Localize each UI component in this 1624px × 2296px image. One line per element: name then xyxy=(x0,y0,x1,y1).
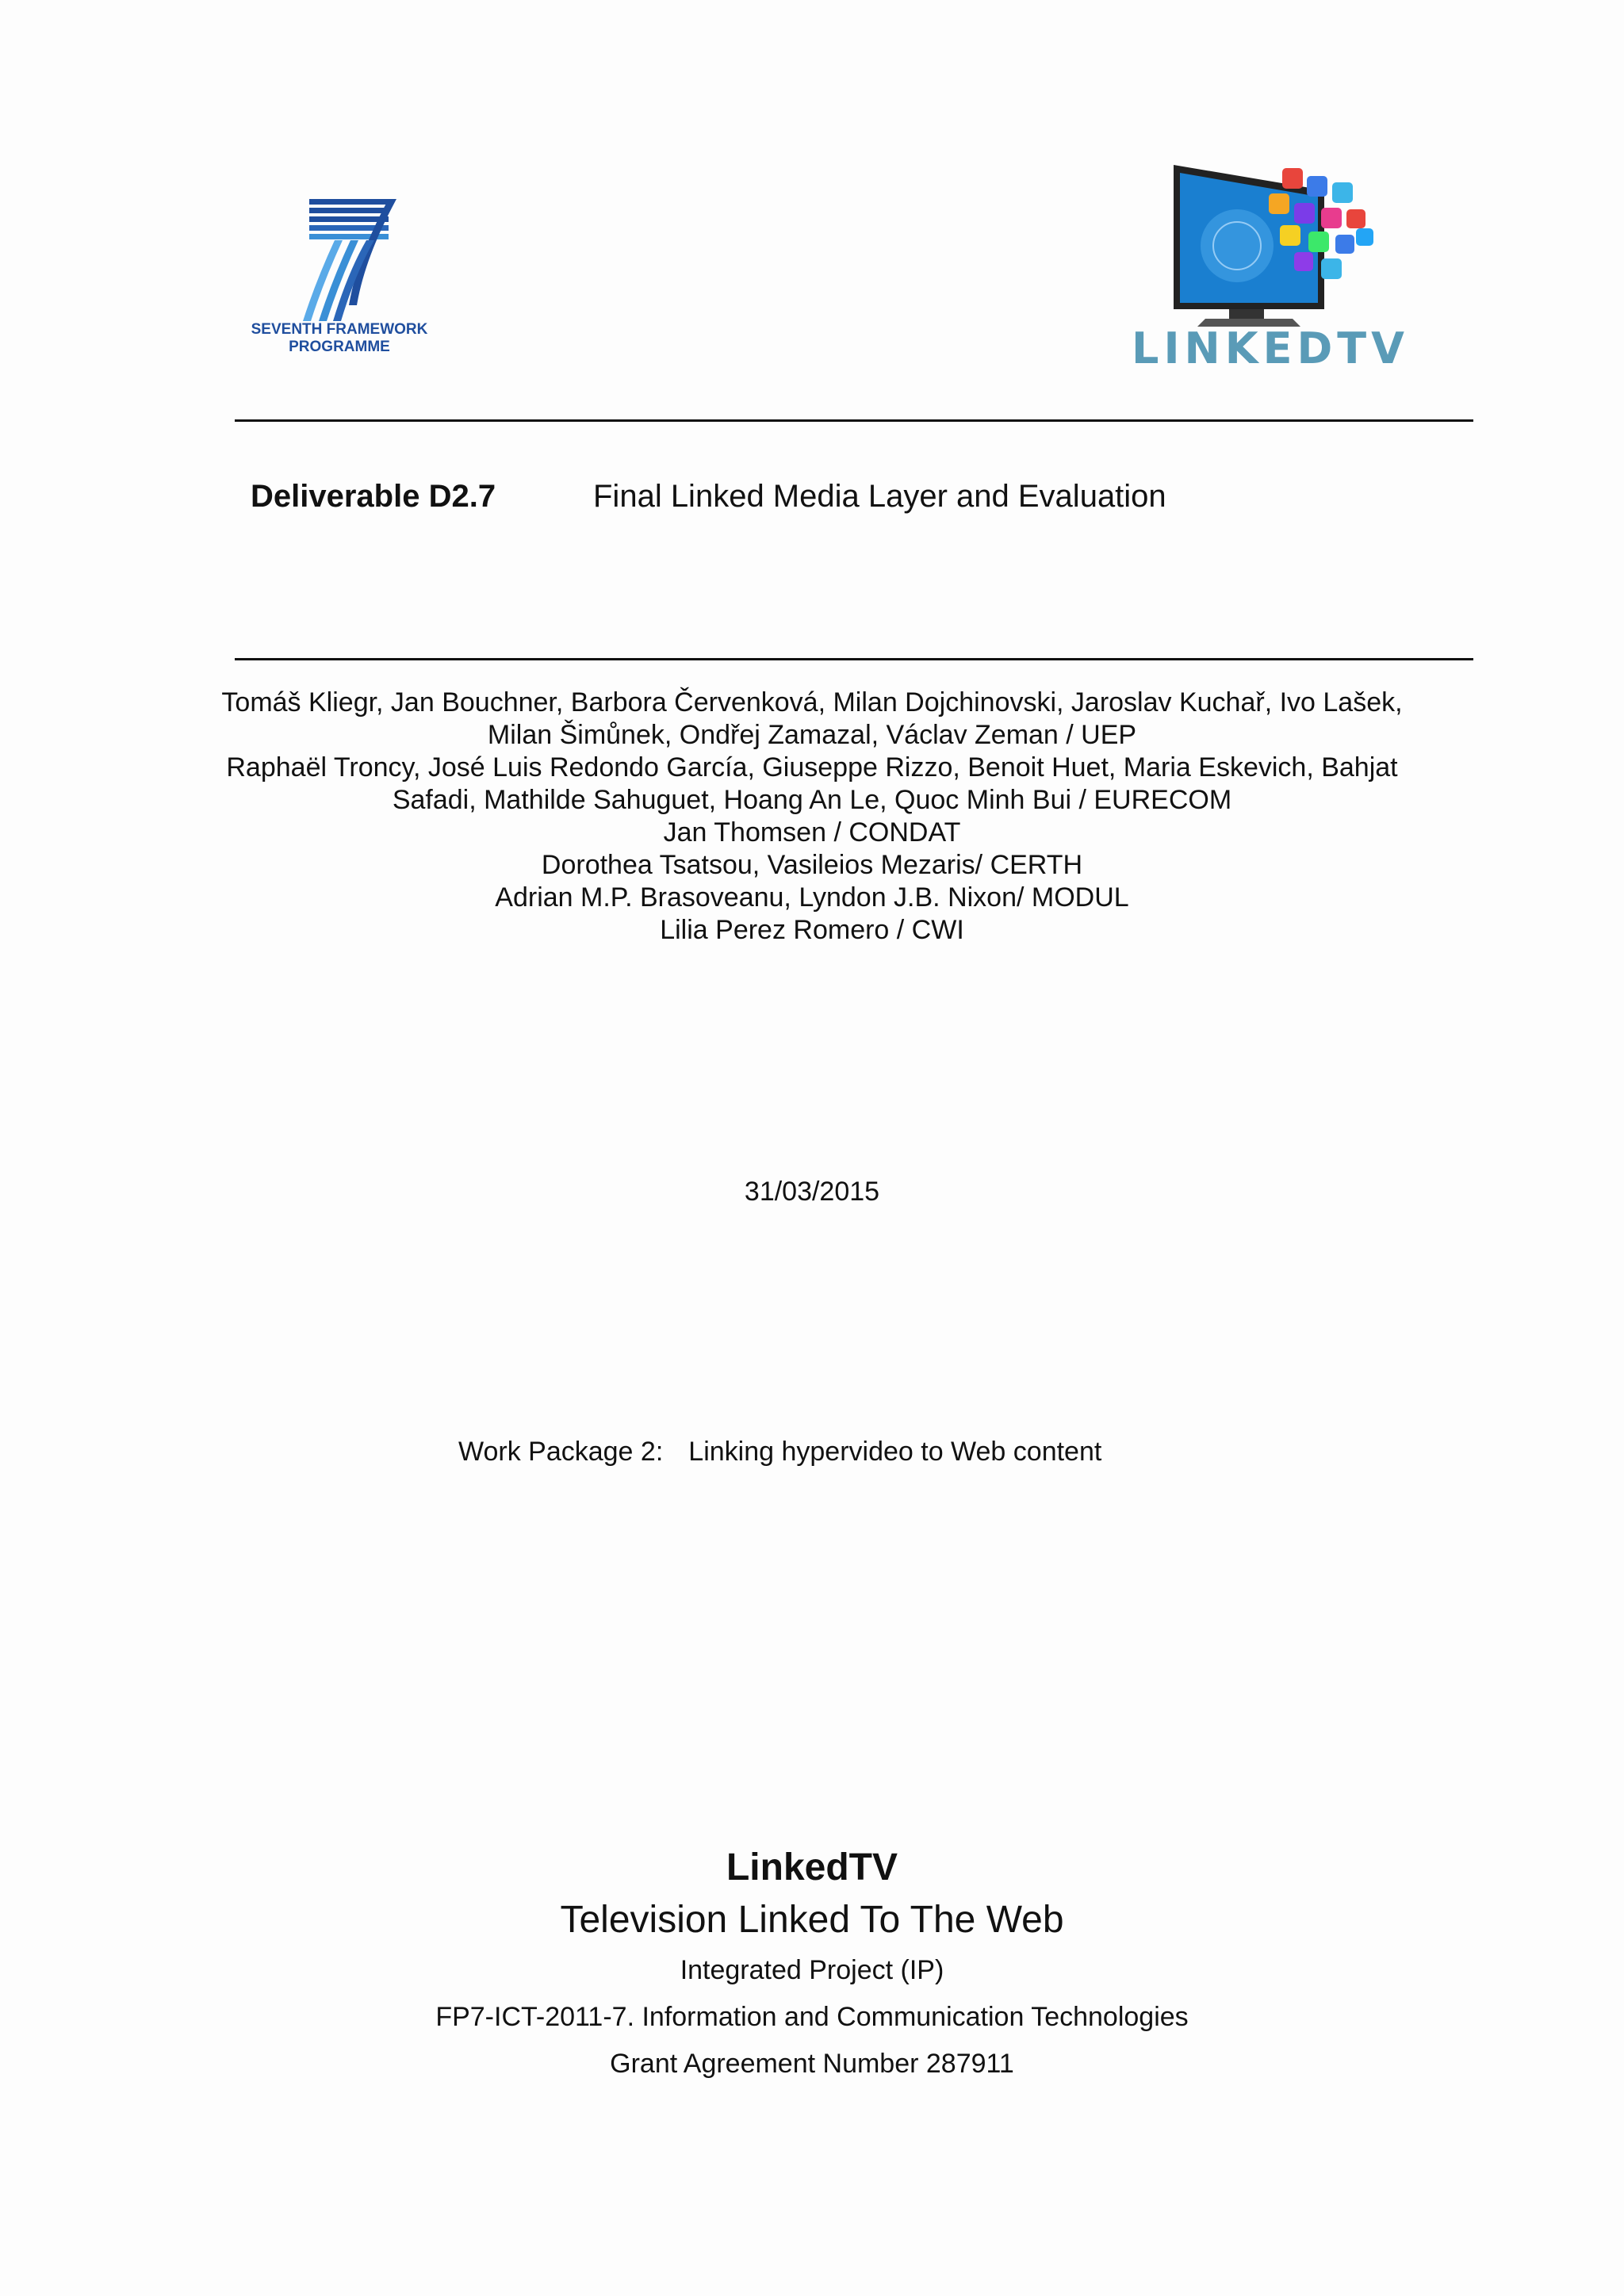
project-tagline: Television Linked To The Web xyxy=(560,1899,1064,1941)
author-list xyxy=(127,687,1497,947)
author-line: Raphaël Troncy, José Luis Redondo García, Giuseppe Rizzo, Benoit Huet, Maria Eskevich, Bahjat xyxy=(226,752,1398,783)
publication-date: 31/03/2015 xyxy=(744,1177,880,1207)
fp7-stripes xyxy=(303,199,396,321)
work-package-title: Linking hypervideo to Web content xyxy=(688,1437,1102,1467)
linkedtv-logo xyxy=(1086,159,1435,373)
author-line: Adrian M.P. Brasoveanu, Lyndon J.B. Nixon/ MODUL xyxy=(495,882,1129,913)
author-line: Lilia Perez Romero / CWI xyxy=(660,915,964,945)
deliverable-title: Final Linked Media Layer and Evaluation xyxy=(593,479,1166,514)
fp7-text-line2: PROGRAMME xyxy=(289,339,390,355)
deliverable-label: Deliverable D2.7 xyxy=(251,479,496,514)
work-package xyxy=(458,1437,1101,1468)
work-package-label: Work Package 2: xyxy=(458,1437,664,1467)
project-type: Integrated Project (IP) xyxy=(680,1955,944,1985)
author-line: Tomáš Kliegr, Jan Bouchner, Barbora Červenková, Milan Dojchinovski, Jaroslav Kuchař, Ivo Lašek, xyxy=(221,687,1403,718)
project-name: LinkedTV xyxy=(726,1846,898,1888)
author-line: Safadi, Mathilde Sahuguet, Hoang An Le, Quoc Minh Bui / EURECOM xyxy=(392,785,1232,815)
author-line: Jan Thomsen / CONDAT xyxy=(663,817,961,848)
grant-agreement: Grant Agreement Number 287911 xyxy=(610,2049,1014,2079)
programme: FP7-ICT-2011-7. Information and Communication Technologies xyxy=(435,2002,1189,2032)
fp7-logo xyxy=(238,194,440,365)
author-line: Dorothea Tsatsou, Vasileios Mezaris/ CERTH xyxy=(541,850,1083,880)
author-line: Milan Šimůnek, Ondřej Zamazal, Václav Zeman / UEP xyxy=(487,720,1137,750)
bottom-divider xyxy=(235,658,1473,660)
linkedtv-wordmark: LINKEDTV xyxy=(1132,323,1409,373)
tv-icon xyxy=(1174,165,1373,327)
fp7-text-line1: SEVENTH FRAMEWORK xyxy=(251,321,428,338)
top-divider xyxy=(235,419,1473,422)
